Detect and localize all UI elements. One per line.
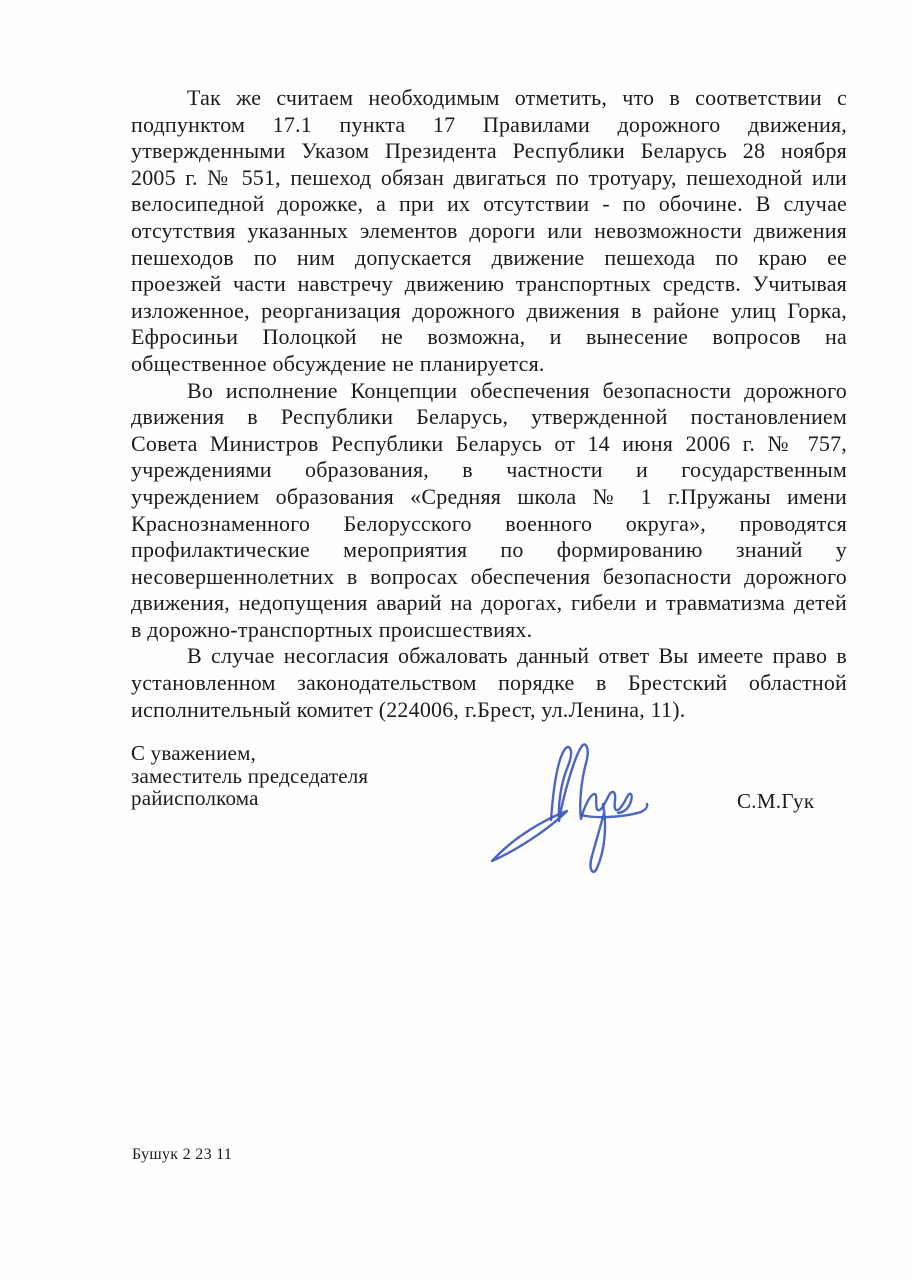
text-line: исполнительный комитет (224006, г.Брест, ул.Ленина, 11). — [131, 696, 686, 722]
paragraph-traffic-rules — [131, 85, 847, 378]
text-line: учреждениями образования, в частности и государственным — [131, 457, 847, 483]
letter-body — [131, 85, 847, 723]
text-line: установленном законодательством порядке в Брестский областной — [131, 670, 847, 696]
signature-stroke-flourish — [492, 811, 567, 861]
text-line: движения, недопущения аварий на дорогах, гибели и травматизма детей — [131, 590, 847, 616]
text-line: В случае несогласия обжаловать данный ответ Вы имеете право в — [187, 643, 847, 669]
text-line: Во исполнение Концепции обеспечения безопасности дорожного — [187, 377, 847, 403]
signer-name: С.М.Гук — [737, 789, 815, 813]
text-line: Ефросиньи Полоцкой не возможна, и вынесение вопросов на — [131, 324, 847, 350]
signer-position-line1: заместитель председателя — [131, 763, 369, 788]
text-line: изложенное, реорганизация дорожного движения в районе улиц Горка, — [131, 297, 847, 323]
text-line: утвержденными Указом Президента Республики Беларусь 28 ноября — [131, 138, 847, 164]
closing-salutation: С уважением, — [131, 741, 257, 765]
closing-block — [131, 742, 368, 810]
text-line: движения в Республики Беларусь, утвержденной постановлением — [131, 404, 847, 430]
text-line: Краснознаменного Белорусского военного округа», проводятся — [131, 510, 847, 536]
text-line: профилактические мероприятия по формированию знаний у — [131, 537, 847, 563]
text-line: пешеходов по ним допускается движение пешехода по краю ее — [131, 244, 847, 270]
paragraph-road-safety-concept — [131, 378, 847, 644]
text-line: учреждением образования «Средняя школа № 1 г.Пружаны имени — [131, 483, 847, 509]
text-line: проезжей части навстречу движению транспортных средств. Учитывая — [131, 271, 847, 297]
executor-note: Бушук 2 23 11 — [132, 1146, 233, 1163]
text-line: велосипедной дорожке, а при их отсутствии - по обочине. В случае — [131, 191, 847, 217]
text-line: Совета Министров Республики Беларусь от 14 июня 2006 г. № 757, — [131, 430, 847, 456]
text-line: в дорожно-транспортных происшествиях. — [131, 616, 533, 642]
paragraph-appeal-rights — [131, 643, 847, 723]
signature-stroke-descender — [591, 804, 605, 872]
text-line: общественное обсуждение не планируется. — [131, 350, 545, 376]
text-line: подпунктом 17.1 пункта 17 Правилами дорожного движения, — [131, 111, 847, 137]
signature-stroke-letters — [551, 745, 632, 821]
signer-position-line2: райисполкома — [131, 786, 259, 810]
text-line: 2005 г. № 551, пешеход обязан двигаться по тротуару, пешеходной или — [131, 164, 847, 190]
text-line: несовершеннолетних в вопросах обеспечения безопасности дорожного — [131, 563, 847, 589]
handwritten-signature-icon — [485, 738, 655, 878]
text-line: Так же считаем необходимым отметить, что в соответствии с — [187, 85, 847, 110]
text-line: отсутствия указанных элементов дороги или невозможности движения — [131, 217, 847, 243]
